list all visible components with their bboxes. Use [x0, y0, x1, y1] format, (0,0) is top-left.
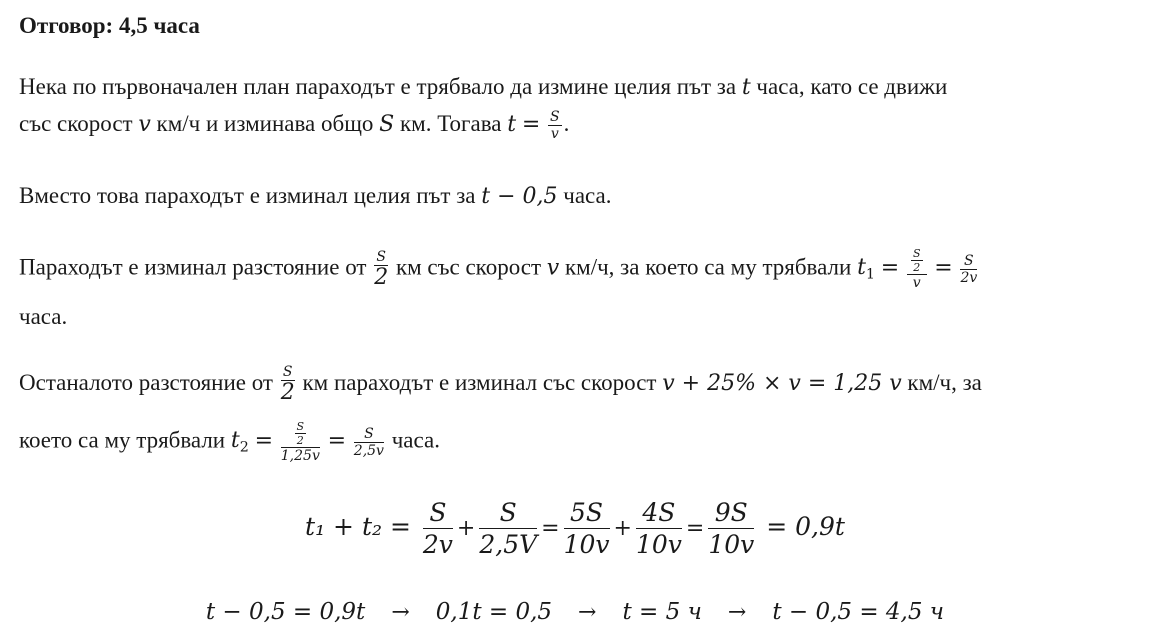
denominator: 2 [280, 380, 295, 405]
subscript: 2 [239, 439, 249, 456]
numerator: 4S [636, 500, 682, 529]
denominator: 10v [563, 530, 610, 559]
arrow-icon: → [578, 600, 597, 625]
denominator: 1,25v [280, 448, 320, 464]
fraction-nested-s-2-over-v [907, 248, 927, 290]
denominator: 2 [296, 434, 304, 447]
numerator: S [960, 254, 977, 270]
paragraph-2 [19, 184, 611, 208]
denominator: 2 [913, 261, 921, 274]
text: км/ч, за [907, 369, 982, 395]
var-S: S [379, 111, 395, 137]
fraction-s-over-2 [374, 250, 388, 289]
text: часа. [19, 304, 68, 329]
denominator: 10v [708, 530, 755, 559]
equals: = [880, 255, 900, 281]
equals: = [934, 255, 953, 281]
fraction-1 [423, 500, 453, 557]
fraction-s-over-v [548, 110, 562, 141]
denominator: 2,5v [353, 442, 384, 459]
numerator: S [354, 427, 384, 443]
equals: = [685, 516, 705, 541]
equals: = [521, 111, 541, 137]
text: км параходът е изминал със скорост [302, 369, 657, 395]
subscript: 1 [865, 266, 876, 283]
denominator: 2v [422, 530, 453, 559]
display-equation-sum [0, 500, 1150, 557]
numerator: S [479, 500, 537, 529]
numerator [907, 248, 927, 275]
denominator: 10v [635, 530, 682, 559]
paragraph-4-line-2 [19, 421, 440, 463]
fraction-4 [636, 500, 682, 557]
numerator: S [550, 109, 560, 125]
fraction-3 [564, 500, 610, 557]
fraction-s-over-2-5v [354, 427, 384, 458]
equals: = [327, 428, 347, 454]
solution-chain [0, 601, 1150, 624]
text: км/ч, за което са му трябвали [564, 254, 852, 280]
text: км/ч и изминава общо [156, 110, 374, 136]
speed-expression: v + 25% × v = 1,25 v [662, 370, 902, 396]
denominator: 2,5V [479, 530, 538, 559]
inner-fraction [911, 248, 923, 273]
step-2: 0,1t = 0,5 [435, 599, 553, 625]
arrow-icon: → [391, 600, 410, 625]
text: Параходът е изминал разстояние от [19, 254, 367, 280]
numerator: S [374, 250, 388, 266]
text: часа. [563, 183, 612, 208]
step-3: t = 5 ч [622, 599, 702, 625]
fraction-s-over-2 [281, 365, 295, 404]
step-4: t − 0,5 = 4,5 ч [772, 599, 945, 625]
paragraph-3-line-2 [19, 305, 67, 328]
expr-t-minus: t − 0,5 [481, 184, 558, 209]
var-v: v [546, 255, 560, 281]
numerator: 5S [564, 500, 610, 529]
fraction-nested-s-2-over-1-25v [281, 421, 320, 463]
paragraph-4-line-1 [19, 365, 982, 404]
text: часа, като се движи [756, 74, 948, 99]
equals: = [254, 428, 274, 454]
var-t: t [507, 111, 517, 137]
var-t: t [741, 75, 751, 100]
numerator: S [912, 247, 921, 260]
fraction-s-over-2v [960, 254, 977, 285]
equals: = [541, 516, 560, 541]
text: което са му трябвали [19, 427, 226, 453]
answer-heading: Отговор: 4,5 часа [19, 13, 200, 38]
plus: + [456, 516, 476, 541]
fraction-5 [708, 500, 754, 557]
text: км със скорост [395, 254, 542, 280]
inner-fraction [295, 421, 307, 446]
paragraph-1-line-2: със скорост v км/ч и изминава общо S км. Тогава t = $\frac{S}{v}$ . [19, 109, 570, 142]
var-t2 [230, 428, 249, 456]
text: часа. [391, 427, 440, 453]
denominator: 2v [960, 269, 978, 286]
arrow-icon: → [727, 600, 747, 625]
numerator: S [423, 500, 453, 529]
denominator: v [912, 275, 921, 291]
fraction-2 [479, 500, 537, 557]
paragraph-3-line-1 [19, 248, 979, 290]
result: = 0,9t [766, 512, 845, 541]
text: км. Тогава [400, 110, 502, 136]
denominator: v [550, 126, 559, 142]
numerator [281, 421, 320, 448]
numerator: S [296, 420, 305, 433]
text: със скорост [19, 110, 133, 136]
paragraph-1-line-1 [19, 75, 947, 99]
denominator: 2 [374, 264, 389, 290]
plus: + [613, 516, 632, 541]
var-t1 [857, 255, 876, 283]
var-v: v [138, 111, 151, 137]
text: Останалото разстояние от [19, 369, 273, 395]
lhs: t₁ + t₂ = [305, 512, 411, 541]
step-1: t − 0,5 = 0,9t [205, 599, 366, 625]
numerator: S [281, 365, 295, 381]
t: t [230, 428, 240, 454]
numerator: 9S [708, 500, 754, 529]
text: Вместо това параходът е изминал целия път за [19, 183, 476, 208]
text: Нека по първоначален план параходът е трябвало да измине целия път за [19, 74, 737, 99]
t: t [857, 255, 866, 281]
